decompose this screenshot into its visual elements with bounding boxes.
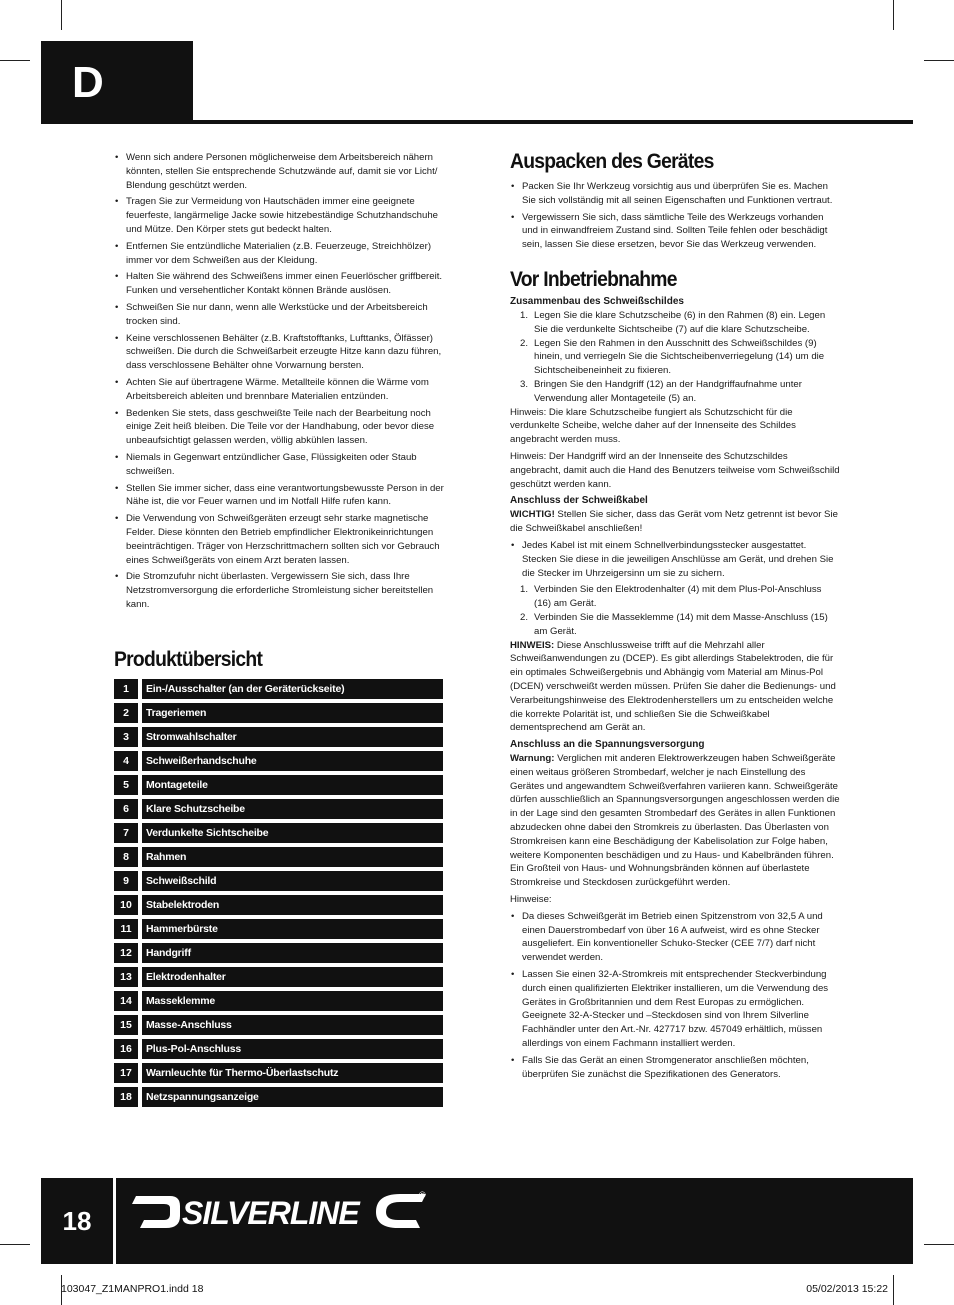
list-item: • Die Verwendung von Schweißgeräten erzeugt sehr starke magnetische Felder. Diese könnten den Betrieb empfindlicher Elektronikeinrichtungen beeinträchtigen. Träger von Herzschrittmachern sollten sich vor Gebrauch eines Schweißgeräts von einem Arzt beraten lassen. — [114, 512, 444, 567]
registered-mark: ® — [419, 1190, 426, 1200]
product-row — [114, 799, 443, 819]
product-name: Schweißerhandschuhe — [142, 751, 443, 771]
list-item: • Vergewissern Sie sich, dass sämtliche Teile des Werkzeugs vorhanden und in einwandfreiem Zustand sind. Sollten Teile fehlen oder beschädigt sein, lassen Sie diese ersetzen, bevor Sie das Werkzeug verwenden. — [510, 211, 840, 252]
product-name: Rahmen — [142, 847, 443, 867]
product-name: Warnleuchte für Thermo-Überlastschutz — [142, 1063, 443, 1083]
power-list — [510, 910, 840, 1082]
list-item: • Da dieses Schweißgerät im Betrieb einen Spitzenstrom von 32,5 A und einen Dauerstrombedarf von über 16 A aufweist, wird es ohne Stecker ausgeliefert. Ein konventioneller Schuko-Stecker (CEE 7/7) darf nicht verwendet werden. — [510, 910, 840, 965]
slug-file: 103047_Z1MANPRO1.indd 18 — [61, 1283, 204, 1295]
product-row — [114, 775, 443, 795]
list-item: • Packen Sie Ihr Werkzeug vorsichtig aus und überprüfen Sie es. Machen Sie sich vollständig mit all seinen Eigenschaften und Funktionen vertraut. — [510, 180, 840, 208]
step-text: Bringen Sie den Handgriff (12) an der Handgriffaufnahme unter Verwendung aller Montageteile (5) an. — [534, 378, 802, 404]
step-item — [520, 378, 840, 406]
cable-heading: Anschluss der Schweißkabel — [510, 495, 648, 507]
step-item — [520, 309, 840, 337]
product-name: Montageteile — [142, 775, 443, 795]
safety-list — [114, 151, 444, 612]
cable-list — [510, 539, 840, 580]
step-item — [520, 583, 840, 611]
product-overview-title: Produktübersicht — [114, 648, 263, 671]
product-number: 1 — [114, 679, 138, 699]
product-name: Masse-Anschluss — [142, 1015, 443, 1035]
list-item: • Stellen Sie immer sicher, dass eine verantwortungsbewusste Person in der Nähe ist, die vor Feuer warnen und im Notfall Hilfe rufen kann. — [114, 482, 444, 510]
crop-mark — [893, 0, 894, 30]
product-number: 8 — [114, 847, 138, 867]
section-tab — [41, 41, 193, 124]
product-row — [114, 871, 443, 891]
list-item: • Tragen Sie zur Vermeidung von Hautschäden immer eine geeignete feuerfeste, langärmelige Jacke sowie hitzebeständige Schutzhandschuhe und Mütze. Den Körper stets gut bedeckt halten. — [114, 195, 444, 236]
list-item: • Keine verschlossenen Behälter (z.B. Kraftstofftanks, Lufttanks, Ölfässer) schweißen. Die durch die Schweißarbeit erzeugte Hitze kann dazu führen, dass verschlossene Behälter ohne Vorwarnung bersten. — [114, 332, 444, 373]
product-row — [114, 991, 443, 1011]
list-item: • Bedenken Sie stets, dass geschweißte Teile nach der Bearbeitung noch einige Zeit heiß bleiben. Die Teile vor der Handhabung, oder bevor diese unbeaufsichtigt gelassen werden, völlig abkühlen lassen. — [114, 407, 444, 448]
product-name: Stabelektroden — [142, 895, 443, 915]
list-item: • Wenn sich andere Personen möglicherweise dem Arbeitsbereich nähern könnten, stellen Sie entsprechende Schutzwände auf, damit sie vor Licht/ Blendung geschützt werden. — [114, 151, 444, 192]
product-row — [114, 703, 443, 723]
list-item: • Achten Sie auf übertragene Wärme. Metallteile können die Wärme vom Arbeitsbereich ableiten und brennbare Materialien entzünden. — [114, 376, 444, 404]
power-heading: Anschluss an die Spannungsversorgung — [510, 739, 705, 751]
product-name: Verdunkelte Sichtscheibe — [142, 823, 443, 843]
step-text: Verbinden Sie den Elektrodenhalter (4) mit dem Plus-Pol-Anschluss (16) am Gerät. — [534, 584, 822, 610]
step-text: Legen Sie die klare Schutzscheibe (6) in den Rahmen (8) ein. Legen Sie die verdunkelte Sichtscheibe (7) auf die klare Schutzscheibe. — [534, 309, 826, 335]
product-number: 7 — [114, 823, 138, 843]
product-number: 10 — [114, 895, 138, 915]
step-number: 3. — [520, 378, 529, 390]
power-warning: Warnung: Verglichen mit anderen Elektrowerkzeugen haben Schweißgeräte einen weitaus größeren Strombedarf, welcher je nach Einstellung des Gerätes und angewandtem Schweißverfahren variieren kann. Schweißgeräte dürfen ausschließlich an Spannungsversorgungen angeschlossen werden die in der Lage sind den gesamten Strombedarf des Gerätes in allen Funktionen abzudecken ohne dabei den Stromkreis zu überlasten. Das Überlasten von Stromkreisen kann eine Beschädigung der Kabelisolation zur Folge haben, weitere Komponenten beschädigen und zu Haus- und Kabelbränden führen. Ein Großteil von Haus- und Wohnungsbränden können auf überlastete Stromkreise und Steckdosen zurückgeführt werden. — [510, 753, 840, 889]
product-name: Schweißschild — [142, 871, 443, 891]
product-number: 5 — [114, 775, 138, 795]
product-number: 17 — [114, 1063, 138, 1083]
crop-mark — [924, 60, 954, 61]
product-number: 9 — [114, 871, 138, 891]
product-row — [114, 847, 443, 867]
list-item: • Schweißen Sie nur dann, wenn alle Werkstücke und der Arbeitsbereich trocken sind. — [114, 301, 444, 329]
step-text: Legen Sie den Rahmen in den Ausschnitt des Schweißschildes (9) hinein, und verriegeln Sie die Sichtscheibenverriegelung (14) um die Sichtscheibeneinheit zu fixieren. — [534, 337, 825, 377]
product-name: Elektrodenhalter — [142, 967, 443, 987]
product-number: 18 — [114, 1087, 138, 1107]
product-number: 3 — [114, 727, 138, 747]
power-hints-label: Hinweise: — [510, 894, 552, 906]
instructions-column — [510, 150, 840, 1084]
slug-datetime: 05/02/2013 15:22 — [806, 1283, 888, 1295]
product-row — [114, 967, 443, 987]
product-row — [114, 1039, 443, 1059]
unpacking-list — [510, 180, 840, 252]
cable-steps — [520, 583, 840, 638]
product-name: Plus-Pol-Anschluss — [142, 1039, 443, 1059]
list-item: • Die Stromzufuhr nicht überlasten. Vergewissern Sie sich, dass Ihre Netzstromversorgung die erforderliche Stromleistung sicher bereitstellen kann. — [114, 570, 444, 611]
section-letter: D — [72, 58, 103, 107]
crop-mark — [61, 0, 62, 30]
product-number: 11 — [114, 919, 138, 939]
product-row — [114, 727, 443, 747]
list-item: • Niemals in Gegenwart entzündlicher Gase, Flüssigkeiten oder Staub schweißen. — [114, 451, 444, 479]
product-overview-table — [114, 679, 443, 1111]
product-name: Handgriff — [142, 943, 443, 963]
crop-mark — [0, 1244, 30, 1245]
step-number: 2. — [520, 337, 529, 349]
safety-column — [114, 151, 444, 615]
step-item — [520, 337, 840, 378]
page-number: 18 — [62, 1205, 92, 1236]
product-row — [114, 943, 443, 963]
product-number: 13 — [114, 967, 138, 987]
before-use-title: Vor Inbetriebnahme — [510, 267, 677, 291]
product-number: 12 — [114, 943, 138, 963]
list-item: • Falls Sie das Gerät an einen Stromgenerator anschließen möchten, überprüfen Sie zunächst die Spezifikationen des Generators. — [510, 1054, 840, 1082]
product-name: Trageriemen — [142, 703, 443, 723]
header-rule — [193, 120, 913, 124]
list-item: • Halten Sie während des Schweißens immer einen Feuerlöscher griffbereit. Funken und versehentlicher Kontakt können Brände auslösen. — [114, 270, 444, 298]
shield-steps — [520, 309, 840, 406]
logo-hook-icon — [132, 1196, 180, 1228]
product-name: Klare Schutzscheibe — [142, 799, 443, 819]
list-item: • Entfernen Sie entzündliche Materialien (z.B. Feuerzeuge, Streichhölzer) immer vor dem Schweißen aus der Kleidung. — [114, 240, 444, 268]
logo-wordmark: SILVERLINE — [182, 1195, 359, 1231]
product-name: Masseklemme — [142, 991, 443, 1011]
product-row — [114, 1015, 443, 1035]
step-item — [520, 611, 840, 639]
shield-note: Hinweis: Die klare Schutzscheibe fungiert als Schutzschicht für die verdunkelte Scheibe, welche daher auf der Innenseite des Schildes angebracht werden muss. — [510, 406, 796, 446]
cable-hint: HINWEIS: Diese Anschlussweise trifft auf die Mehrzahl aller Schweißanwendungen zu (DCEP). Es gibt allerdings Stabelektroden, die für ein optimales Schweißergebnis und Abhängig vom Material am Minus-Pol (DCEN) verschweißt werden müssen. Prüfen Sie daher die Bedienungs- und Verarbeitungshinweise des Elektrodenherstellers um zu entscheiden welche die korrekte Polarität ist, und schließen Sie die Schweißkabel dementsprechend am Gerät an. — [510, 639, 836, 734]
product-row — [114, 919, 443, 939]
step-number: 2. — [520, 611, 529, 623]
cable-warning: WICHTIG! Stellen Sie sicher, dass das Gerät vom Netz getrennt ist bevor Sie die Schweißkabel anschließen! — [510, 509, 838, 535]
silverline-logo — [130, 1186, 430, 1236]
product-number: 16 — [114, 1039, 138, 1059]
product-row — [114, 823, 443, 843]
product-row — [114, 751, 443, 771]
step-number: 1. — [520, 309, 529, 321]
crop-mark — [924, 1244, 954, 1245]
product-row — [114, 679, 443, 699]
product-number: 15 — [114, 1015, 138, 1035]
list-item: • Lassen Sie einen 32-A-Stromkreis mit entsprechender Steckverbindung durch einen qualifizierten Elektriker installieren, um die Verwendung des Gerätes in Großbritannien und dem Rest Europas zu ermöglichen. Geeignete 32-A-Stecker und –Steckdosen sind von Ihrem Silverline Fachhändler unter den Art.-Nr. 427717 bzw. 457049 erhältlich, müssen allerdings von einem Fachmann installiert werden. — [510, 968, 840, 1051]
product-row — [114, 1087, 443, 1107]
product-name: Netzspannungsanzeige — [142, 1087, 443, 1107]
crop-mark — [893, 1275, 894, 1305]
product-name: Ein-/Ausschalter (an der Geräterückseite) — [142, 679, 443, 699]
product-number: 4 — [114, 751, 138, 771]
step-number: 1. — [520, 584, 529, 596]
product-number: 2 — [114, 703, 138, 723]
product-name: Stromwahlschalter — [142, 727, 443, 747]
product-number: 14 — [114, 991, 138, 1011]
shield-note: Hinweis: Der Handgriff wird an der Innenseite des Schutzschildes angebracht, damit auch die Hand des Benutzers teilweise vom Schweißschild geschützt werden kann. — [510, 450, 840, 490]
product-row — [114, 1063, 443, 1083]
product-number: 6 — [114, 799, 138, 819]
step-text: Verbinden Sie die Masseklemme (14) mit dem Masse-Anschluss (15) am Gerät. — [534, 611, 828, 637]
product-row — [114, 895, 443, 915]
unpacking-title: Auspacken des Gerätes — [510, 150, 714, 173]
crop-mark — [0, 60, 30, 61]
product-name: Hammerbürste — [142, 919, 443, 939]
list-item: • Jedes Kabel ist mit einem Schnellverbindungsstecker ausgestattet. Stecken Sie diese in die jeweiligen Anschlüsse am Gerät, und drehen Sie die Stecker im Uhrzeigersinn um sie zu sichern. — [510, 539, 840, 580]
shield-heading: Zusammenbau des Schweißschildes — [510, 295, 684, 307]
footer-divider — [113, 1178, 116, 1264]
